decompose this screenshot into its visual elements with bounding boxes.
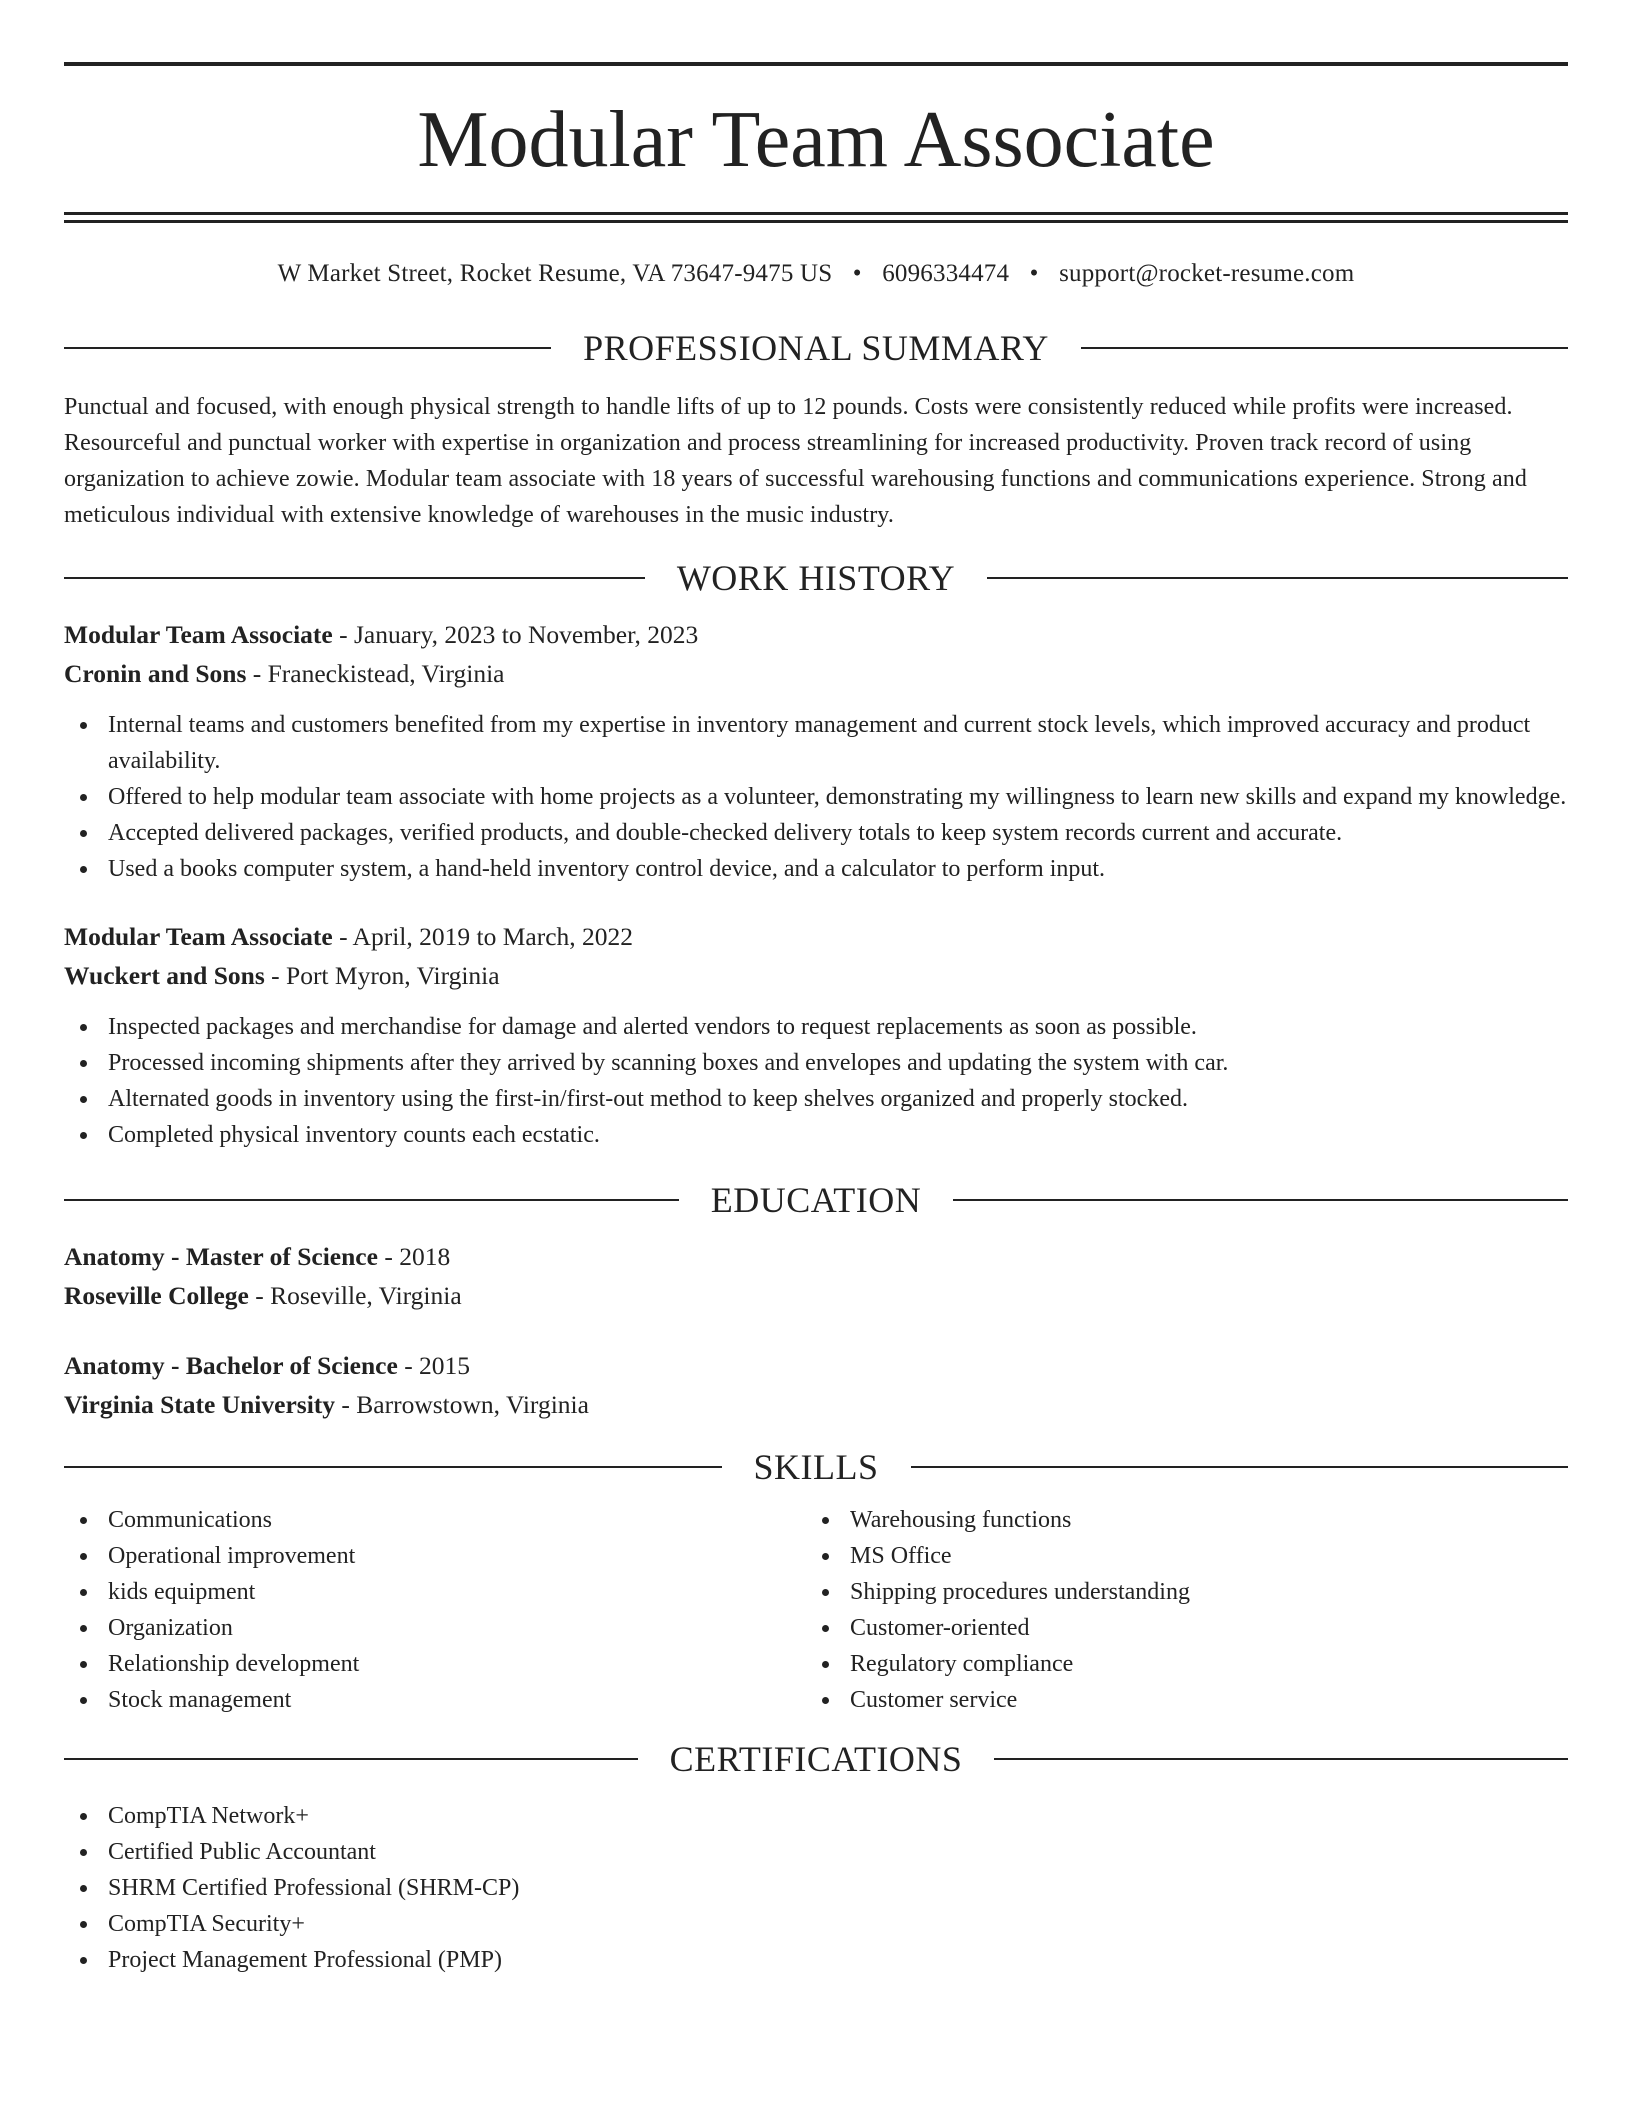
resume-name: Modular Team Associate	[417, 96, 1215, 184]
list-item: SHRM Certified Professional (SHRM-CP)	[64, 1870, 1568, 1906]
section-title: CERTIFICATIONS	[669, 1739, 963, 1779]
list-item: kids equipment	[64, 1574, 806, 1610]
heading-rule	[1081, 347, 1568, 349]
job-entry	[64, 615, 1568, 887]
heading-rule	[64, 1758, 638, 1760]
school-line	[64, 1385, 1568, 1424]
list-item: CompTIA Security+	[64, 1906, 1568, 1942]
list-item: Offered to help modular team associate with home projects as a volunteer, demonstrating my willingness to learn new skills and expand my knowledge.	[64, 779, 1568, 815]
job-location: - Franeckistead, Virginia	[246, 659, 505, 688]
job-location: - Port Myron, Virginia	[264, 961, 500, 990]
degree-line	[64, 1237, 1568, 1276]
job-bullets	[64, 707, 1568, 887]
heading-rule	[911, 1466, 1569, 1468]
school-location: - Roseville, Virginia	[248, 1281, 462, 1310]
list-item: CompTIA Network+	[64, 1798, 1568, 1834]
job-role: Modular Team Associate	[64, 922, 333, 951]
list-item: Certified Public Accountant	[64, 1834, 1568, 1870]
job-title-line	[64, 917, 1568, 956]
section-heading-skills	[64, 1442, 1568, 1492]
section-title: EDUCATION	[710, 1180, 922, 1220]
list-item: Operational improvement	[64, 1538, 806, 1574]
section-title: WORK HISTORY	[676, 558, 956, 598]
job-company: Cronin and Sons	[64, 659, 247, 688]
contact-address: W Market Street, Rocket Resume, VA 73647-9475 US	[277, 260, 833, 287]
list-item: Accepted delivered packages, verified products, and double-checked delivery totals to keep system records current and accurate.	[64, 815, 1568, 851]
section-heading-education	[64, 1175, 1568, 1225]
list-item: Inspected packages and merchandise for damage and alerted vendors to request replacements as soon as possible.	[64, 1009, 1568, 1045]
education-entry	[64, 1237, 1568, 1315]
degree: Anatomy - Bachelor of Science	[64, 1351, 398, 1380]
list-item: Shipping procedures understanding	[806, 1574, 1548, 1610]
job-dates: - April, 2019 to March, 2022	[332, 922, 634, 951]
section-heading-summary	[64, 323, 1568, 373]
list-item: Customer-oriented	[806, 1610, 1548, 1646]
list-item: Processed incoming shipments after they arrived by scanning boxes and envelopes and updating the system with car.	[64, 1045, 1568, 1081]
skills-columns	[64, 1502, 1568, 1718]
job-company-line	[64, 654, 1568, 693]
list-item: Warehousing functions	[806, 1502, 1548, 1538]
list-item: MS Office	[806, 1538, 1548, 1574]
summary-text: Punctual and focused, with enough physical strength to handle lifts of up to 12 pounds. Costs were consistently reduced while profits were increased. Resourceful and punctual worker with expertise in organization and process streamlining for increased productivity. Proven track record of using organization to achieve zowie. Modular team associate with 18 years of successful warehousing functions and communications experience. Strong and meticulous individual with extensive knowledge of warehouses in the music industry.	[64, 394, 1527, 528]
list-item: Organization	[64, 1610, 806, 1646]
job-title-line	[64, 615, 1568, 654]
list-item: Regulatory compliance	[806, 1646, 1548, 1682]
double-rule	[64, 212, 1568, 223]
heading-rule	[994, 1758, 1568, 1760]
list-item: Project Management Professional (PMP)	[64, 1942, 1568, 1978]
heading-rule	[64, 347, 551, 349]
job-company-line	[64, 956, 1568, 995]
job-dates: - January, 2023 to November, 2023	[332, 620, 699, 649]
skills-list-left	[64, 1502, 806, 1718]
job-role: Modular Team Associate	[64, 620, 333, 649]
contact-line	[64, 257, 1568, 291]
school-line	[64, 1276, 1568, 1315]
list-item: Used a books computer system, a hand-held inventory control device, and a calculator to perform input.	[64, 851, 1568, 887]
job-bullets	[64, 1009, 1568, 1153]
heading-rule	[987, 577, 1568, 579]
contact-separator: •	[1029, 260, 1039, 287]
education-entry	[64, 1346, 1568, 1424]
list-item: Internal teams and customers benefited from my expertise in inventory management and current stock levels, which improved accuracy and product availability.	[64, 707, 1568, 779]
heading-rule	[64, 1466, 722, 1468]
list-item: Communications	[64, 1502, 806, 1538]
list-item: Alternated goods in inventory using the first-in/first-out method to keep shelves organized and properly stocked.	[64, 1081, 1568, 1117]
certifications-list	[64, 1798, 1568, 1978]
section-title: SKILLS	[753, 1447, 879, 1487]
heading-rule	[953, 1199, 1568, 1201]
degree-year: - 2018	[377, 1242, 451, 1271]
contact-separator: •	[852, 260, 862, 287]
school: Roseville College	[64, 1281, 249, 1310]
section-heading-work	[64, 553, 1568, 603]
section-heading-certifications	[64, 1734, 1568, 1784]
school: Virginia State University	[64, 1390, 336, 1419]
section-title: PROFESSIONAL SUMMARY	[583, 328, 1049, 368]
degree: Anatomy - Master of Science	[64, 1242, 378, 1271]
list-item: Stock management	[64, 1682, 806, 1718]
skills-list-right	[806, 1502, 1548, 1718]
heading-rule	[64, 1199, 679, 1201]
list-item: Customer service	[806, 1682, 1548, 1718]
contact-phone: 6096334474	[882, 260, 1010, 287]
list-item: Relationship development	[64, 1646, 806, 1682]
list-item: Completed physical inventory counts each ecstatic.	[64, 1117, 1568, 1153]
school-location: - Barrowstown, Virginia	[335, 1390, 589, 1419]
degree-line	[64, 1346, 1568, 1385]
job-entry	[64, 917, 1568, 1153]
contact-email: support@rocket-resume.com	[1059, 260, 1355, 287]
heading-rule	[64, 577, 645, 579]
degree-year: - 2015	[397, 1351, 471, 1380]
top-rule	[64, 62, 1568, 66]
job-company: Wuckert and Sons	[64, 961, 265, 990]
